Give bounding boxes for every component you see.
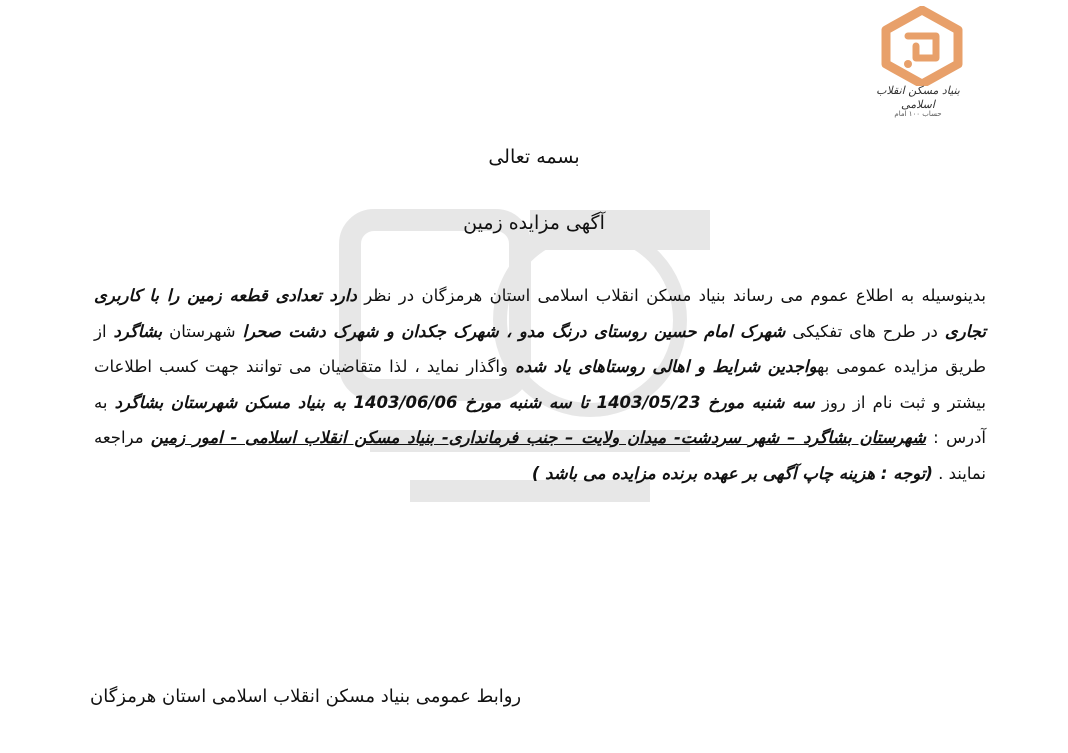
body-segment: به آدرس : xyxy=(94,392,986,447)
signature: روابط عمومی بنیاد مسکن انقلاب اسلامی استان هرمزگان xyxy=(90,686,522,707)
dates-emphasis: سه شنبه مورخ 1403/05/23 تا سه شنبه مورخ 1403/06/06 به بنیاد مسکن شهرستان بشاگرد xyxy=(114,392,815,412)
bonyad-maskan-logo-icon xyxy=(872,6,972,86)
note-emphasis: (توجه : هزینه چاپ آگهی بر عهده برنده مزایده می باشد ) xyxy=(531,463,933,483)
bismillah-heading: بسمه تعالی xyxy=(488,146,580,168)
page-title: آگهی مزایده زمین xyxy=(463,212,605,234)
county-name: بشاگرد xyxy=(113,321,163,341)
body-segment-emphasis: دارد تعدادی قطعه زمین را با کاربری تجاری xyxy=(94,286,986,341)
logo-subcaption: حساب ۱۰۰ امام xyxy=(894,110,942,118)
logo-caption: بنیاد مسکن انقلاب اسلامی xyxy=(876,84,960,111)
body-segment: مراجعه نمایند . xyxy=(94,428,986,483)
body-segment: در طرح های تفکیکی xyxy=(785,321,945,341)
eligibility-emphasis: واجدین شرایط و اهالی روستاهای یاد شده xyxy=(515,357,818,376)
body-segment: بدینوسیله به اطلاع عموم می رساند بنیاد مسکن انقلاب اسلامی استان هرمزگان در نظر xyxy=(356,286,986,305)
locations-emphasis: شهرک امام حسین روستای درنگ مدو ، شهرک جکدان و شهرک دشت صحرا xyxy=(242,321,786,341)
body-segment: از طریق مزایده عمومی به xyxy=(94,321,986,376)
body-segment: واگذار نماید ، لذا متقاضیان می توانند جهت کسب اطلاعات بیشتر و ثبت نام از روز xyxy=(94,357,986,412)
address-emphasis: شهرستان بشاگرد – شهر سردشت- میدان ولایت – جنب فرمانداری- بنیاد مسکن انقلاب اسلامی - امور زمین xyxy=(150,428,926,447)
body-segment: شهرستان xyxy=(162,321,243,341)
announcement-body xyxy=(94,278,986,491)
